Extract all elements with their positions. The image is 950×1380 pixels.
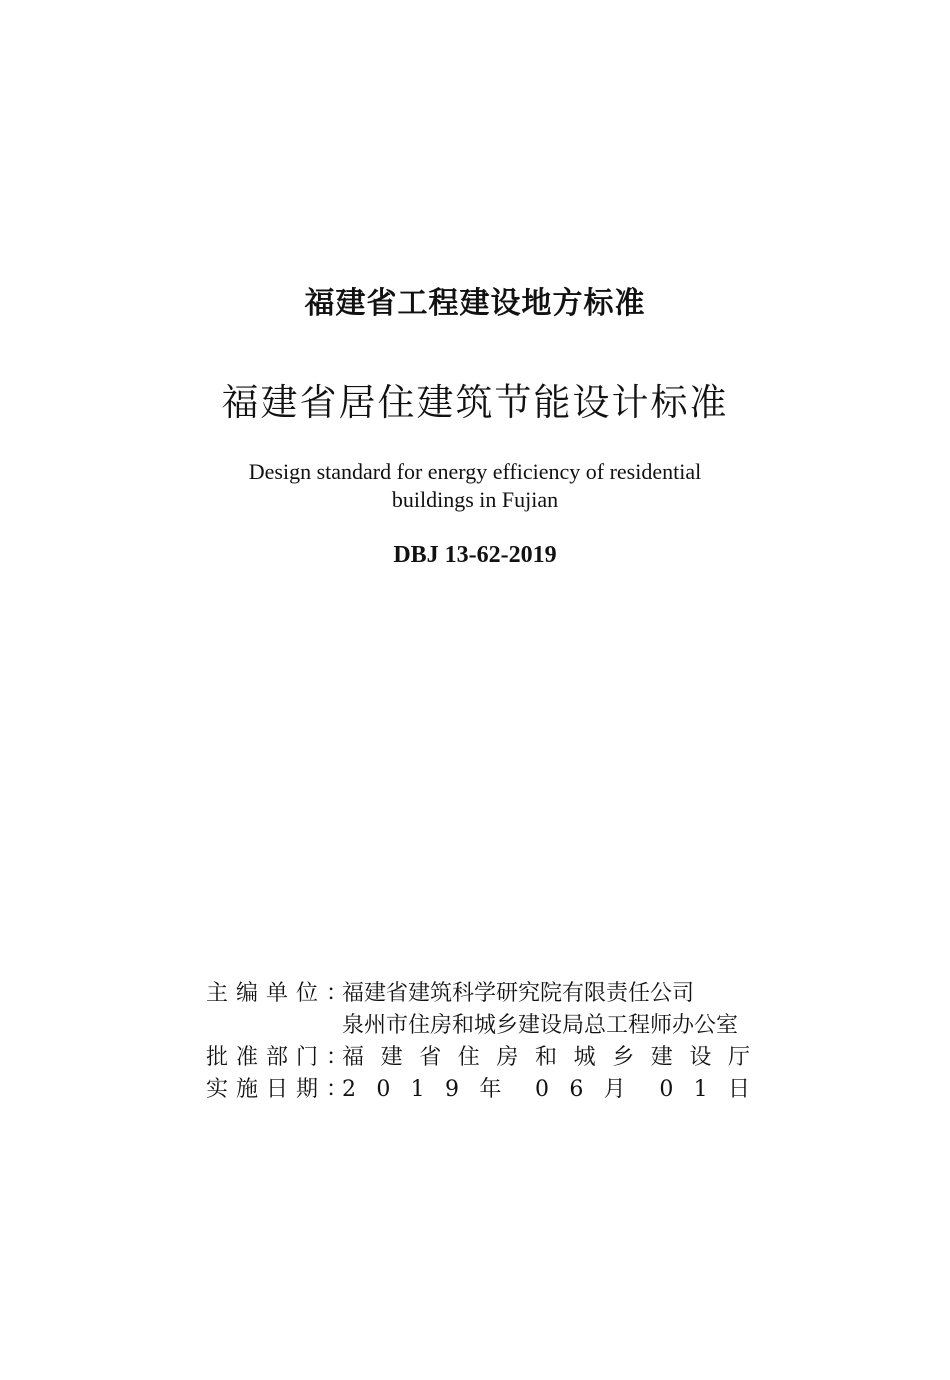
document-title-english <box>0 458 950 514</box>
date-label: 实施日期： <box>206 1077 357 1102</box>
editor-label-spacer <box>206 1010 342 1042</box>
editor-label: 主编单位： <box>206 981 357 1006</box>
approver-label: 批准部门： <box>206 1045 357 1070</box>
approver-value: 福 建 省 住 房 和 城 乡 建 设 厅 <box>342 1045 750 1070</box>
publication-info <box>206 978 750 1106</box>
editor-value-primary: 福建省建筑科学研究院有限责任公司 <box>342 981 695 1006</box>
series-title: 福建省工程建设地方标准 <box>304 286 646 321</box>
approver-row <box>206 1042 750 1074</box>
title-english-line-2: buildings in Fujian <box>391 487 559 512</box>
date-row <box>206 1074 750 1106</box>
editor-row <box>206 978 750 1010</box>
editor-row-secondary <box>206 1010 750 1042</box>
document-title-chinese: 福建省居住建筑节能设计标准 <box>221 381 729 424</box>
editor-value-secondary: 泉州市住房和城乡建设局总工程师办公室 <box>342 1013 739 1038</box>
date-value: 2 0 1 9 年 0 6 月 0 1 日 <box>342 1077 750 1102</box>
standard-code: DBJ 13-62-2019 <box>393 542 557 568</box>
title-english-line-1: Design standard for energy efficiency of residential <box>248 459 702 484</box>
